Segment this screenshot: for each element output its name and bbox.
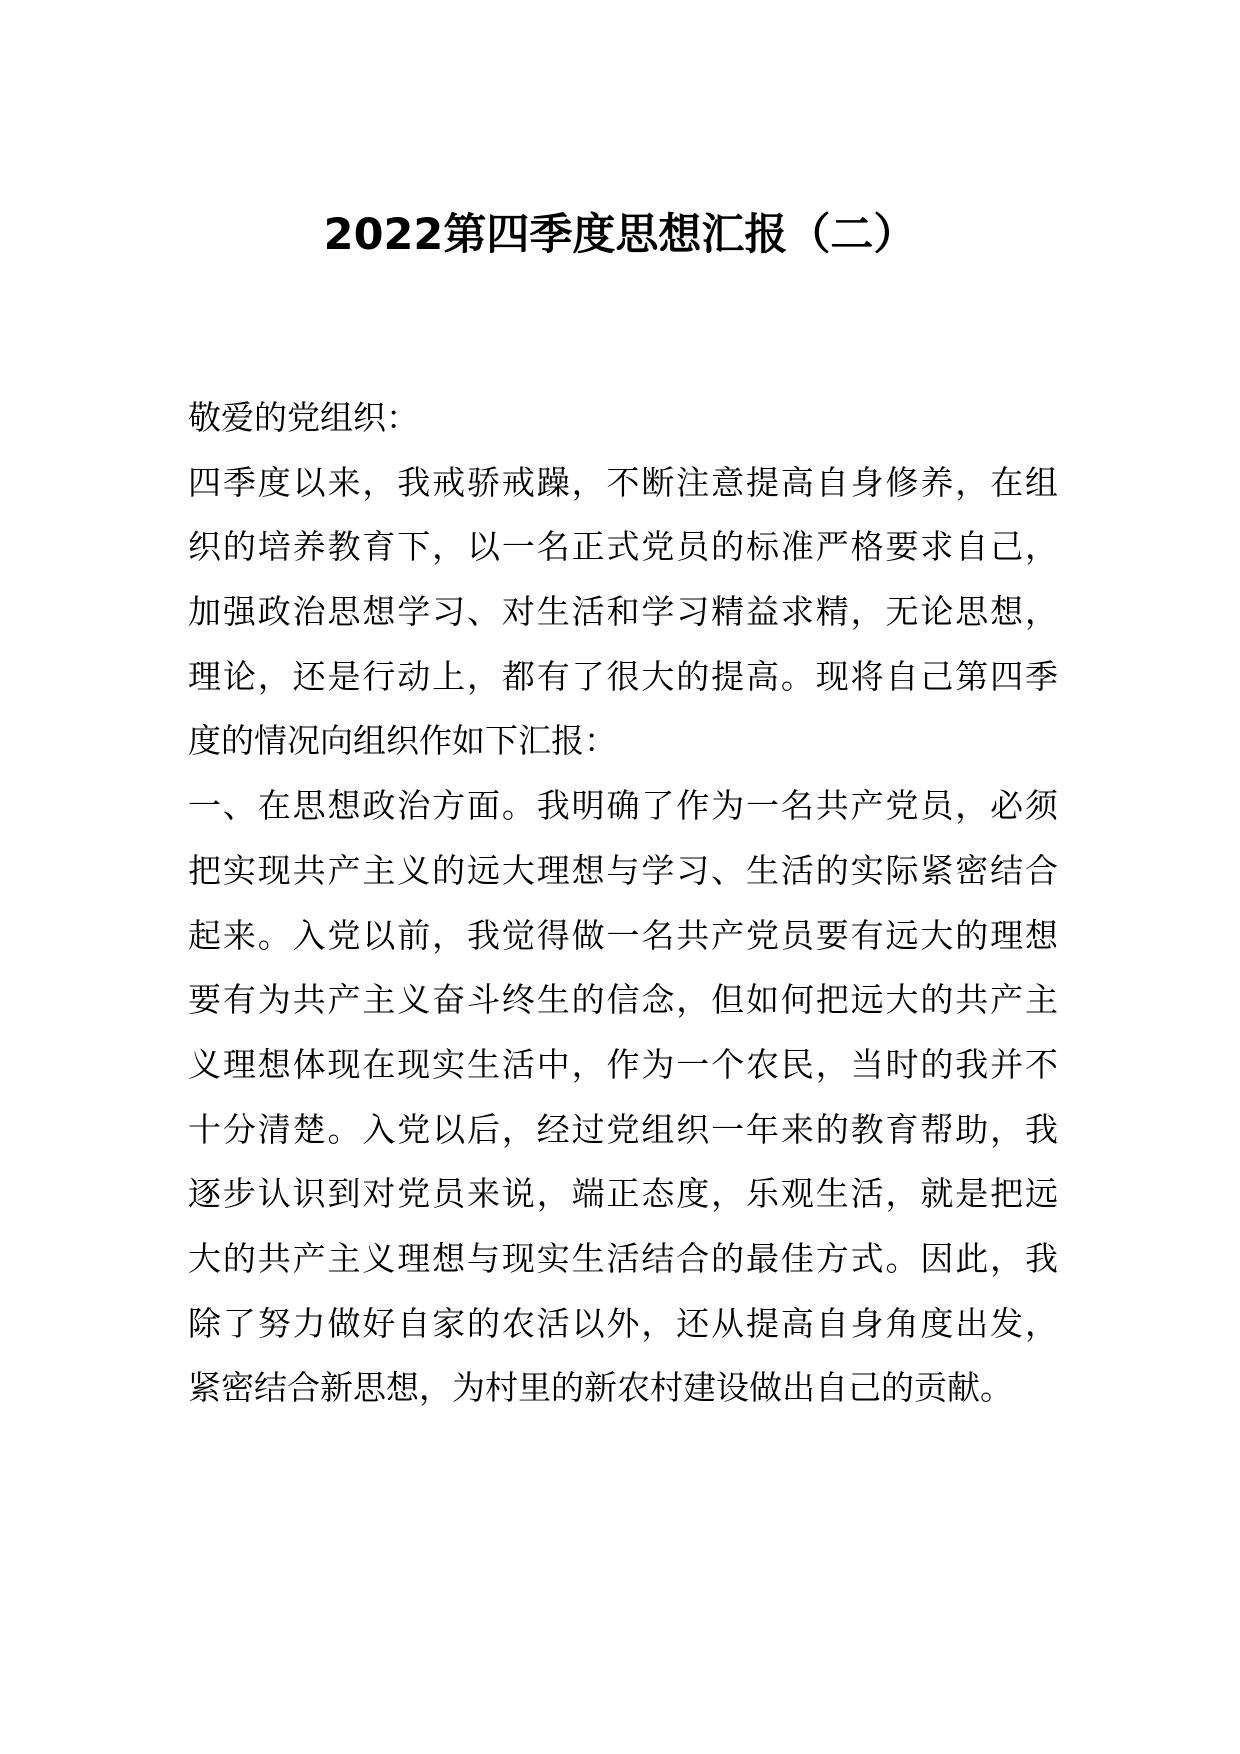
- body-line: 要有为共产主义奋斗终生的信念，但如何把远大的共产主: [188, 980, 1058, 1020]
- body-line: 十分清楚。入党以后，经过党组织一年来的教育帮助，我: [188, 1109, 1058, 1149]
- salutation-line: 敬爱的党组织：: [188, 398, 419, 437]
- body-line: 四季度以来，我戒骄戒躁，不断注意提高自身修养，在组: [188, 462, 1058, 502]
- body-line: 织的培养教育下，以一名正式党员的标准严格要求自己，: [188, 527, 1058, 567]
- body-line: 度的情况向组织作如下汇报：: [188, 721, 617, 761]
- body-line: 逐步认识到对党员来说，端正态度，乐观生活，就是把远: [188, 1174, 1058, 1214]
- body-line: 紧密结合新思想，为村里的新农村建设做出自己的贡献。: [188, 1368, 1013, 1408]
- body-line: 除了努力做好自家的农活以外，还从提高自身角度出发，: [188, 1303, 1058, 1343]
- document-title: 2022第四季度思想汇报（二）: [323, 210, 917, 260]
- document-body: [188, 386, 1058, 1421]
- body-line: 大的共产主义理想与现实生活结合的最佳方式。因此，我: [188, 1238, 1058, 1278]
- body-line: 义理想体现在现实生活中，作为一个农民，当时的我并不: [188, 1044, 1058, 1084]
- body-line: 理论，还是行动上，都有了很大的提高。现将自己第四季: [188, 656, 1058, 696]
- body-line: 把实现共产主义的远大理想与学习、生活的实际紧密结合: [188, 850, 1058, 890]
- body-line: 起来。入党以前，我觉得做一名共产党员要有远大的理想: [188, 915, 1058, 955]
- body-line: 加强政治思想学习、对生活和学习精益求精，无论思想，: [188, 592, 1058, 632]
- body-line: 一、在思想政治方面。我明确了作为一名共产党员，必须: [188, 786, 1058, 826]
